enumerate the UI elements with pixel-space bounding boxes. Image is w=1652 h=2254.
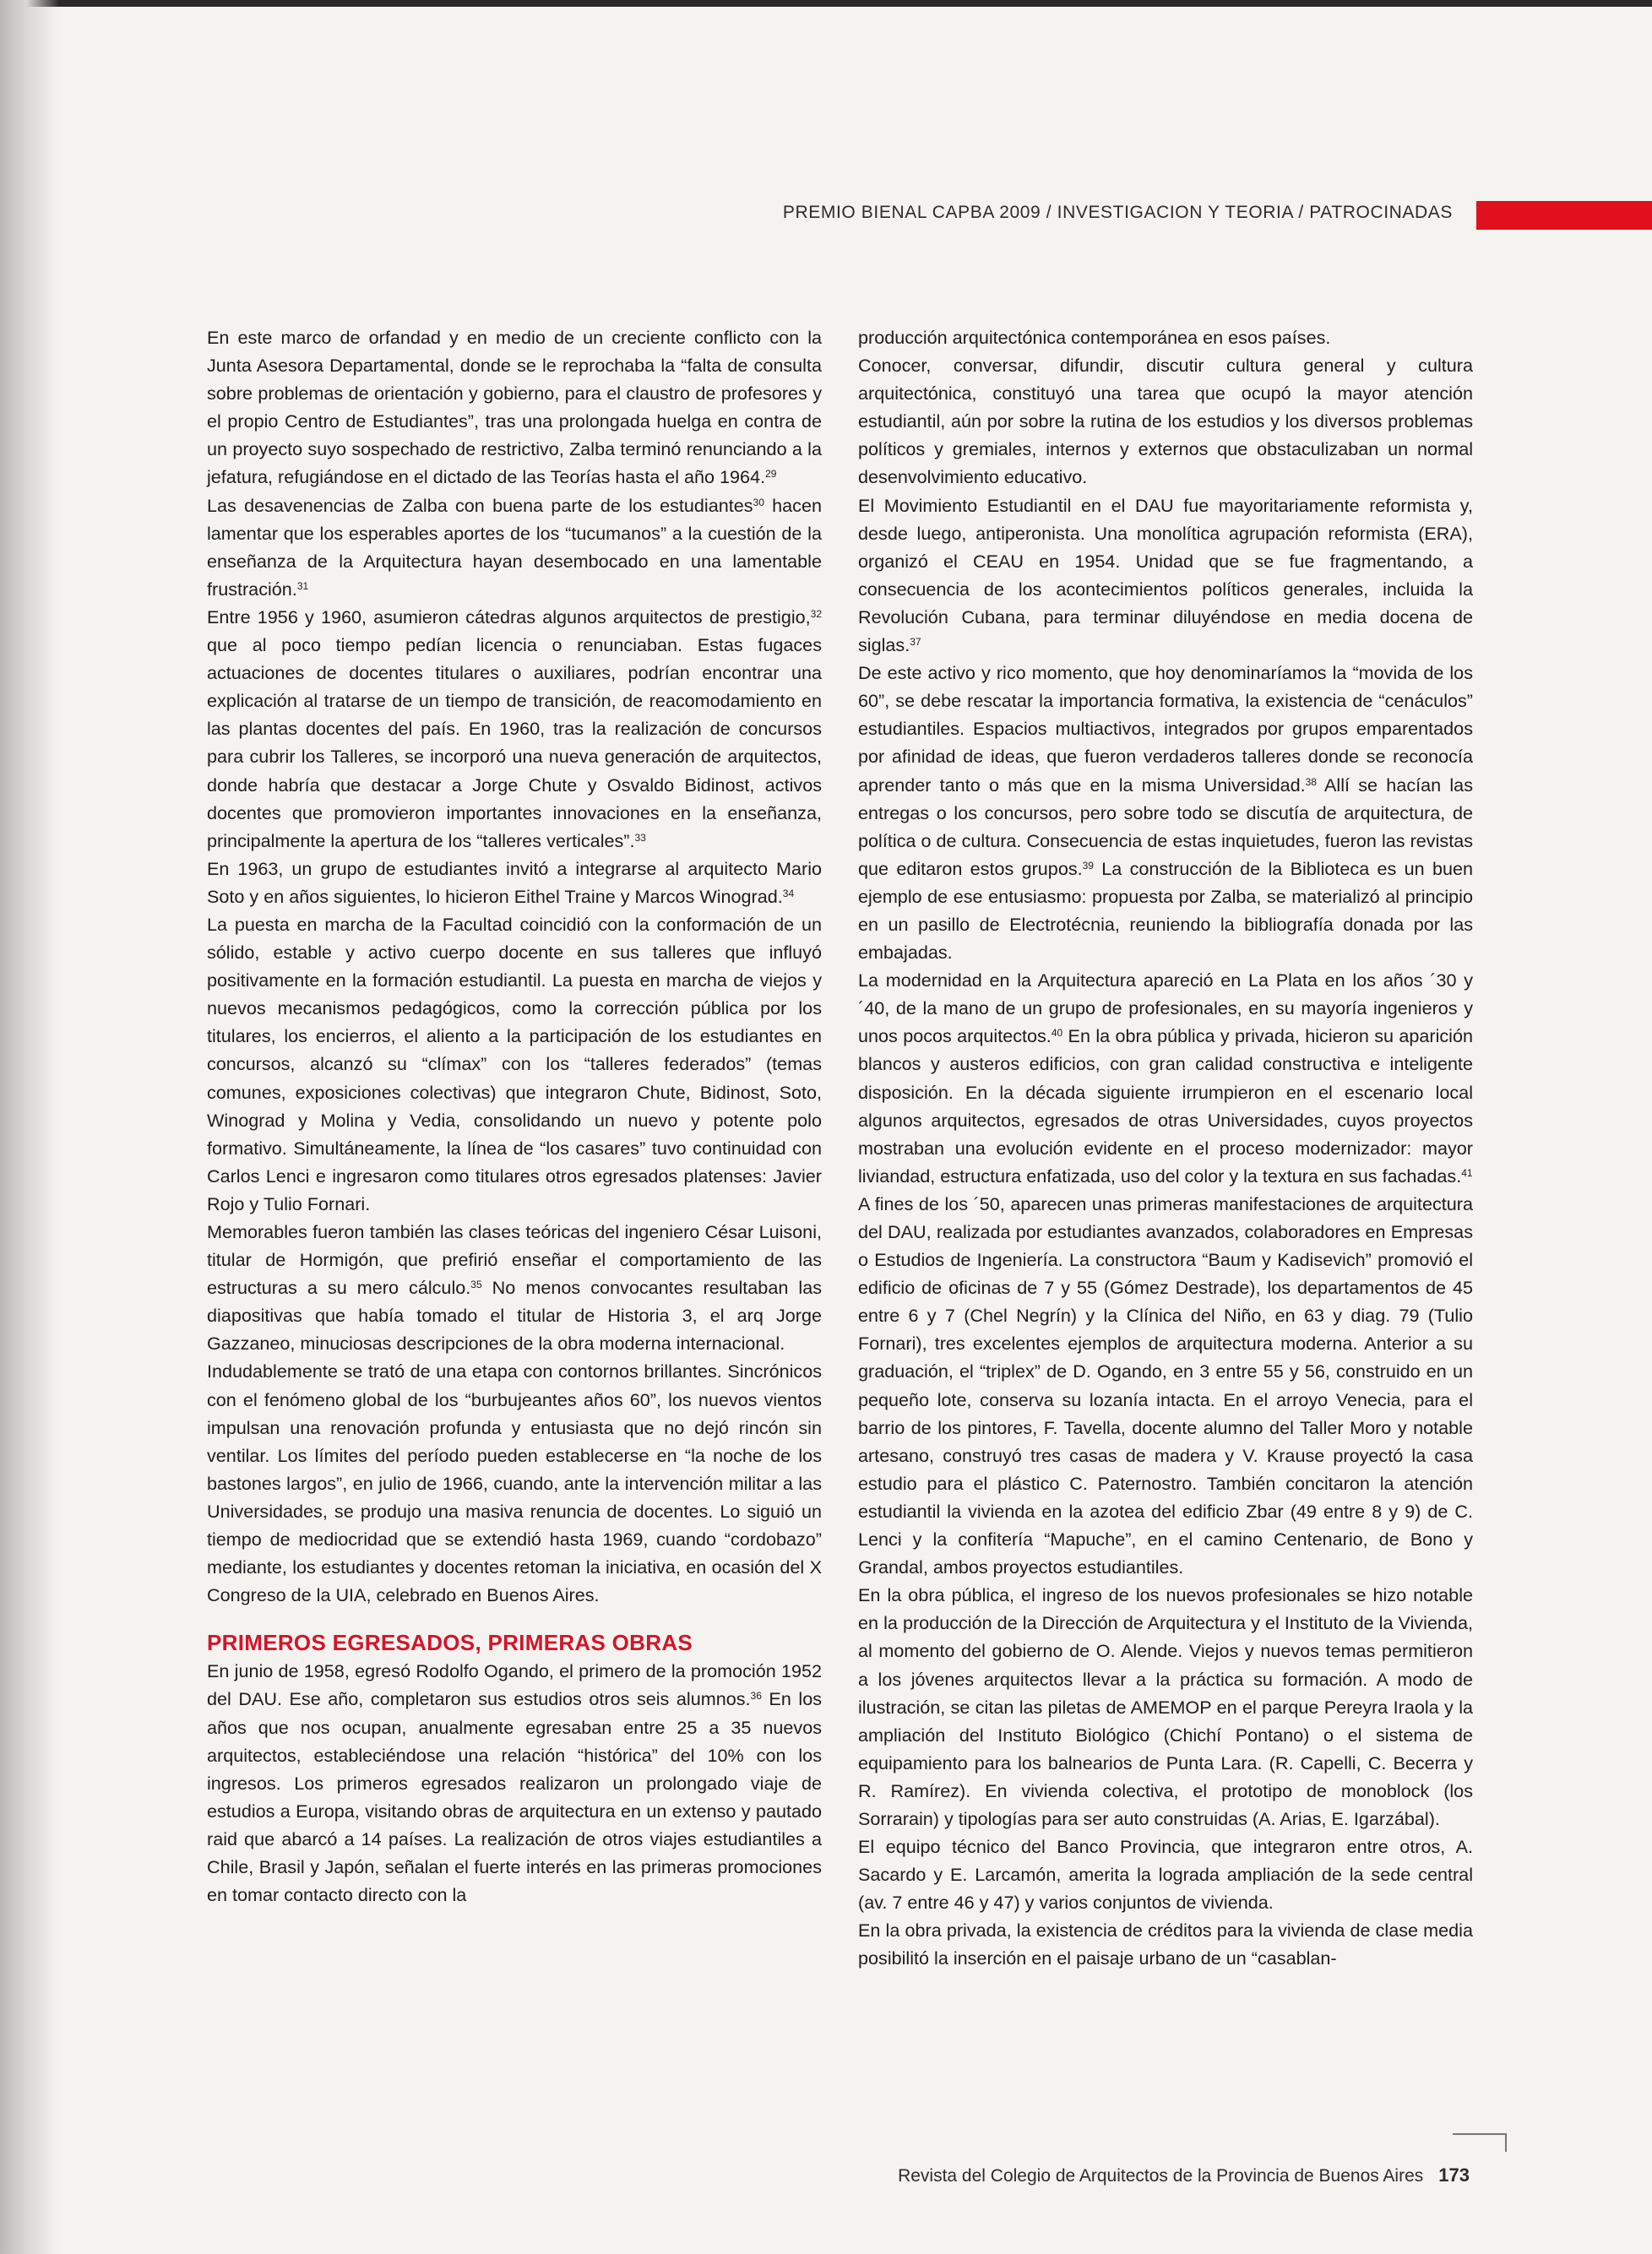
left-column xyxy=(207,323,822,1909)
footnote-ref: 32 xyxy=(810,607,822,620)
paragraph: En 1963, un grupo de estudiantes invitó a integrarse al arquitecto Mario Soto y en años siguientes, lo hicieron Eithel Traine y Marcos Winograd.$^{34}$ xyxy=(207,857,822,907)
paragraph: Entre 1956 y 1960, asumieron cátedras algunos arquitectos de prestigio,$^{32}$ que al poco tiempo pedían licencia o renunciaban. Estas fugaces actuaciones de docentes titulares o auxiliares, podrían encontrar una explicación al tratarse de un tiempo de transición, de reacomodamiento en las plantas docentes del país. En 1960, tras la realización de concursos para cubrir los Talleres, se incorporó una nueva generación de arquitectos, donde habría que destacar a Jorge Chute y Osvaldo Bidinost, activos docentes que promovieron importantes innovaciones en la enseñanza, principalmente la apertura de los “talleres verticales”.$^{33}$ xyxy=(207,606,822,851)
paragraph: En la obra privada, la existencia de créditos para la vivienda de clase media posibilitó la inserción en el paisaje urbano de un “casablan- xyxy=(858,1920,1473,1969)
page-footer xyxy=(760,2164,1470,2186)
right-column xyxy=(858,323,1473,1973)
footnote-ref: 33 xyxy=(634,831,646,844)
paragraph: La puesta en marcha de la Facultad coincidió con la conformación de un sólido, estable y activo cuerpo docente en sus talleres que influyó positivamente en la formación estudiantil. La puesta en marcha de viejos y nuevos mecanismos pedagógicos, como la corrección pública por los titulares, los encierros, el aliento a la participación de los estudiantes en concursos, alcanzó su “clímax” con los “talleres federados” (temas comunes, exposiciones colectivas) que integraron Chute, Bidinost, Soto, Winograd y Molina y Vedia, consolidando un nuevo y potente polo formativo. Simultáneamente, la línea de “los casares” tuvo continuidad con Carlos Lenci e ingresaron como titulares otros egresados platenses: Javier Rojo y Tulio Fornari. xyxy=(207,913,822,1214)
footnote-ref: 34 xyxy=(782,887,795,899)
paragraph: A fines de los ´50, aparecen unas primeras manifestaciones de arquitectura del DAU, realizada por estudiantes avanzados, colaboradores en Empresas o Estudios de Ingeniería. La constructora “Baum y Kadisevich” promovió el edificio de oficinas de 7 y 55 (Gómez Destrade), los departamentos de 45 entre 6 y 7 (Chel Negrín) y la Clínica del Niño, en 63 y diag. 79 (Tulio Fornari), tres excelentes ejemplos de arquitectura moderna. Anterior a su graduación, el “triplex” de D. Ogando, en 3 entre 55 y 56, construido en un pequeño lote, conserva su lozanía intacta. En el arroyo Venecia, para el barrio de los pintores, F. Tavella, docente alumno del Taller Moro y notable artesano, construyó tres casas de madera y V. Krause proyectó la casa estudio para el plástico C. Paternostro. También concitaron la atención estudiantil la vivienda en la azotea del edificio Zbar (49 entre 8 y 9) de C. Lenci y la confitería “Mapuche”, en el camino Centenario, de Bono y Grandal, ambos proyectos estudiantiles. xyxy=(858,1192,1473,1578)
paragraph: El equipo técnico del Banco Provincia, que integraron entre otros, A. Sacardo y E. Larcamón, amerita la lograda ampliación de la sede central (av. 7 entre 46 y 47) y varios conjuntos de vivienda. xyxy=(858,1836,1473,1914)
footnote-ref: 41 xyxy=(1461,1166,1473,1179)
footnote-ref: 38 xyxy=(1305,775,1317,788)
paragraph: El Movimiento Estudiantil en el DAU fue mayoritariamente reformista y, desde luego, antiperonista. Una monolítica agrupación reformista (ERA), organizó el CEAU en 1954. Unidad que se fue fragmentando, a consecuencia de los acontecimientos políticos generales, incluida la Revolución Cubana, para terminar diluyéndose en media docena de siglas.$^{37}$ xyxy=(858,494,1473,656)
footnote-ref: 40 xyxy=(1051,1027,1063,1040)
crop-mark xyxy=(1453,2133,1507,2135)
running-header: PREMIO BIENAL CAPBA 2009 / INVESTIGACION Y TEORIA / PATROCINADAS xyxy=(782,203,1453,222)
header-accent-bar xyxy=(1476,201,1652,230)
paragraph: Indudablemente se trató de una etapa con contornos brillantes. Sincrónicos con el fenómeno global de los “burbujeantes años 60”, los nuevos vientos impulsan una renovación profunda y entusiasta que no dejó rincón sin ventilar. Los límites del período pueden establecerse en “la noche de los bastones largos”, en julio de 1966, cuando, ante la intervención militar a las Universidades, se produjo una masiva renuncia de docentes. Lo siguió un tiempo de mediocridad que se extendió hasta 1969, cuando “cordobazo” mediante, los estudiantes y docentes retoman la iniciativa, en ocasión del X Congreso de la UIA, celebrado en Buenos Aires. xyxy=(207,1361,822,1606)
footnote-ref: 37 xyxy=(910,636,921,649)
footnote-ref: 39 xyxy=(1082,859,1094,872)
crop-mark xyxy=(1505,2133,1507,2152)
page-number: 173 xyxy=(1438,2164,1470,2186)
footnote-ref: 35 xyxy=(470,1279,482,1291)
paragraph: Conocer, conversar, difundir, discutir cultura general y cultura arquitectónica, constituyó una tarea que ocupó la mayor atención estudiantil, aún por sobre la rutina de los estudios y los diversos problemas políticos y gremiales, internos y externos que obstaculizaban un normal desenvolvimiento educativo. xyxy=(858,355,1473,488)
paragraph: En este marco de orfandad y en medio de un creciente conflicto con la Junta Asesora Departamental, donde se le reprochaba la “falta de consulta sobre problemas de orientación y gobierno, para el claustro de profesores y el propio Centro de Estudiantes”, tras una prolongada huelga en contra de un proyecto suyo sospechado de restrictivo, Zalba terminó renunciando a la jefatura, refugiándose en el dictado de las Teorías hasta el año 1964.29 xyxy=(207,327,822,488)
paragraph: producción arquitectónica contemporánea en esos países. xyxy=(858,327,1331,348)
paragraph: En la obra pública, el ingreso de los nuevos profesionales se hizo notable en la producción de la Dirección de Arquitectura y el Instituto de la Vivienda, al momento del gobierno de O. Alende. Viejos y nuevos temas permitieron a los jóvenes arquitectos llevar a la práctica su formación. A modo de ilustración, se citan las piletas de AMEMOP en el parque Pereyra Iraola y la ampliación del Instituto Biológico (Chichí Pontano) o el sistema de equipamiento para los balnearios de Punta Lara. (R. Capelli, C. Becerra y R. Ramírez). En vivienda colectiva, el prototipo de monoblock (los Sorrarain) y tipologías para ser auto construidas (A. Arias, E. Igarzábal). xyxy=(858,1584,1473,1829)
footnote-ref: 36 xyxy=(750,1690,762,1703)
journal-title: Revista del Colegio de Arquitectos de la Provincia de Buenos Aires xyxy=(898,2166,1424,2186)
top-edge-rule xyxy=(0,0,1652,7)
footnote-ref: 30 xyxy=(753,496,764,508)
paragraph: De este activo y rico momento, que hoy denominaríamos la “movida de los 60”, se debe rescatar la importancia formativa, la existencia de “cenáculos” estudiantiles. Espacios multiactivos, integrados por grupos emparentados por afinidad de ideas, que fueron verdaderos talleres donde se reconocía aprender tanto o más que en la misma Universidad.$^{38}$ Allí se hacían las entregas o los concursos, pero sobre todo se discutía de arquitectura, de política o de cultura. Consecuencia de estas inquietudes, fueron las revistas que editaron estos grupos.$^{39}$ La construcción de la Biblioteca es un buen ejemplo de ese entusiasmo: propuesta por Zalba, se materializó al principio en un pasillo de Electrotécnia, reuniendo la bibliografía donada por las embajadas. xyxy=(858,662,1473,964)
paragraph: En junio de 1958, egresó Rodolfo Ogando, el primero de la promoción 1952 del DAU. Ese año, completaron sus estudios otros seis alumnos.$^{36}$ En los años que nos ocupan, anualmente egresaban entre 25 a 35 nuevos arquitectos, estableciéndose una relación “histórica” del 10% con los ingresos. Los primeros egresados realizaron un prolongado viaje de estudios a Europa, visitando obras de arquitectura en un extenso y pautado raid que abarcó a 14 países. La realización de otros viajes estudiantiles a Chile, Brasil y Japón, señalan el fuerte interés en las primeras promociones en tomar contacto directo con la xyxy=(207,1660,822,1906)
paragraph: La modernidad en la Arquitectura apareció en La Plata en los años ´30 y ´40, de la mano de un grupo de profesionales, en su mayoría ingenieros y unos pocos arquitectos.$^{40}$ En la obra pública y privada, hicieron su aparición blancos y austeros edificios, con gran calidad constructiva e inteligente disposición. En la década siguiente irrumpieron en el escenario local algunos arquitectos, egresados de otras Universidades, cuyos proyectos mostraban una evolución evidente en el proceso modernizador: mayor liviandad, estructura enfatizada, uso del color y la textura en sus fachadas.$^{41}$ xyxy=(858,969,1473,1187)
paragraph: Las desavenencias de Zalba con buena parte de los estudiantes$^{30}$ hacen lamentar que los esperables aportes de los “tucumanos” a la cuestión de la enseñanza de la Arquitectura hayan desembocado en una lamentable frustración.$^{31}$ xyxy=(207,494,822,600)
section-heading: PRIMEROS EGRESADOS, PRIMERAS OBRAS xyxy=(207,1630,693,1656)
footnote-ref: 29 xyxy=(765,468,777,481)
paragraph: Memorables fueron también las clases teóricas del ingeniero César Luisoni, titular de Hormigón, que prefirió enseñar el comportamiento de las estructuras a su mero cálculo.$^{35}$ No menos convocantes resultaban las diapositivas que había tomado el titular de Historia 3, el arq Jorge Gazzaneo, minuciosas descripciones de la obra moderna internacional. xyxy=(207,1221,822,1355)
book-gutter-shadow xyxy=(0,0,59,2254)
footnote-ref: 31 xyxy=(296,579,309,592)
